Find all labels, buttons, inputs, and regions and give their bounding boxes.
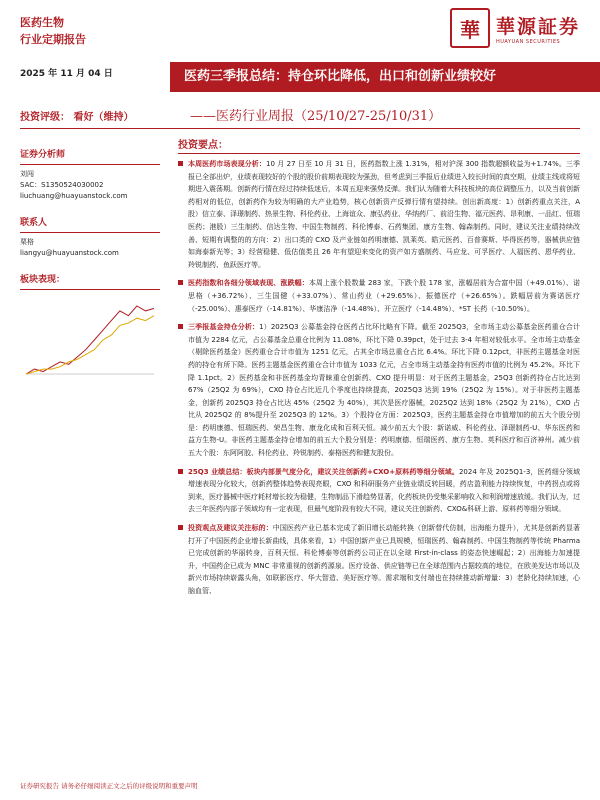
bullet-icon: [178, 161, 183, 166]
bullet-icon: [178, 324, 183, 329]
sector-performance-chart: [20, 300, 160, 380]
header-left: [20, 14, 86, 48]
brand-name: 華源証券: [495, 15, 580, 38]
para-body: 2024 年及 2025Q1-3，医药细分领域增速表现分化较大，创新药整体趋势表现亮眼，CXO 和科研服务产业链业绩反转回暖，药店盈利能力持续恢复，中药拐点或将到来，医疗器械中医疗耗材增长较为稳健，生物制品下滑趋势显著，化药板块仍受集采影响收入和利润增速放缓。我们认为，过去三年医药内部子领域均有一定表现，但最气度阶段有较大不同，建议关注创新药、CXO&科研上游、原料药等细分领域。: [188, 467, 580, 514]
analyst-sac: SAC：S1350524030002: [20, 181, 104, 189]
contact-name: 栗格: [20, 238, 34, 246]
bullet-icon: [178, 280, 183, 285]
bullet-icon: [178, 469, 183, 474]
para-lead: 三季报基金持仓分析：: [188, 323, 260, 332]
header-divider: [20, 128, 580, 129]
chart-svg: [20, 300, 160, 380]
sidebar: [20, 150, 160, 294]
paragraph-index: [178, 277, 580, 315]
seal-icon: 華: [450, 8, 490, 48]
main-content: [178, 136, 580, 604]
analyst-name: 刘闯: [20, 170, 34, 178]
para-lead: 25Q3 业绩总结：板块内部景气度分化，建议关注创新药+CXO+原料药等细分领域。: [188, 467, 459, 476]
main-heading: 投资要点：: [178, 136, 580, 154]
paragraph-market: [178, 158, 580, 271]
paragraph-earnings: [178, 466, 580, 516]
analyst-email: liuchuang@huayuanstock.com: [20, 192, 128, 200]
bullet-icon: [178, 525, 183, 530]
footer-disclaimer: 证券研究报告 请务必仔细阅读正文之后的评级说明和重要声明: [20, 782, 198, 790]
para-body: 10 月 27 日至 10 月 31 日，医药指数上涨 1.31%，相对沪深 300 指数超额收益为+1.74%。三季报已全部出炉，业绩表现较好的个股的股价前期表现较为强劲，但考虑到三季报后业绩进入较长时间的真空期，业绩主线或将短期进入震荡期。创新药行情在经过持续低迷后，本周五迎来强势反弹。我们认为随着大科技板块的高位调整压力，以及当前创新药相对的低位，创新药作为较为明确的大产业趋势，核心创新资产反弹行情有望持续。创出新高度：1）创新药重点关注，A 股）信立泰、泽璟制药、热景生物、科伦药业、上海谊众、康弘药业、华纳药厂、前沿生物、福元医药、昂利康、一品红、恒瑞医药；港股）三生制药、信达生物、中国生物制药、科伦博泰、石药集团、康方生物、翰森制药。同时，建议关注业绩持续改善、短期有调整的的方向：2）出口类的 CXO 及产业链如药明康德、凯莱英、皓元医药、百普赛斯、毕得医药等，器械供应链如海泰新光等；3）经营稳健、低估值类且 26 年有望迎来变化的资产如方盛制药、马应龙、可孚医疗、人福医药、恩华药业、羚锐制药、鱼跃医疗等。: [188, 160, 580, 269]
para-body: 本周上涨个股数量 283 家，下跌个股 178 家，涨幅居前为合富中国（+49.01%）、诺思格（+36.72%）、三生国健（+33.07%）、常山药业（+29.65%）、振德医疗（+26.65%）。跌幅居前为赛诺医疗（-25.00%）、惠泰医疗（-14.81%）、华康洁净（-14.48%）、开立医疗（-14.48%）、*ST 长药（-10.50%）。: [188, 279, 580, 313]
para-lead: 医药指数和各细分领域表现、涨跌幅：: [188, 279, 309, 288]
contact-email: liangyu@huayuanstock.com: [20, 249, 119, 257]
para-lead: 投资观点及建议关注标的：: [188, 524, 273, 533]
analyst-heading: 证券分析师: [20, 150, 160, 165]
chart-series-line-0: [26, 306, 154, 374]
category-label: 医药生物: [20, 16, 64, 29]
report-type-label: 行业定期报告: [20, 33, 86, 46]
report-date: 2025 年 11 月 04 日: [20, 69, 113, 79]
brand-sub: HUAYUAN SECURITIES: [495, 38, 561, 45]
brand-logo: [450, 8, 580, 48]
investment-rating: 投资评级： 看好（维持）: [20, 112, 134, 123]
contact-heading: 联系人: [20, 218, 160, 233]
paragraph-fund: [178, 321, 580, 460]
para-body: 中国医药产业已基本完成了新旧增长动能转换（创新替代仿制，出海能力提升），尤其是创新药显著打开了中国医药企业增长新曲线，具体来看，1）中国创新产业已具规模，恒瑞医药、翰森制药、中国生物制药等传统 Pharma 已完成创新的华丽转身，百利天恒、科伦博泰等创新药公司正在以全球 First-in-class 的姿态快速崛起；2）出海能力加速提升，中国药企已成为 MNC 非常重视的创新药源泉。医疗设备、供应链等已在全球范围内占据较高的地位，在欧美发达市场以及新兴市场持续崭露头角，如联影医疗、华大智造、美好医疗等。需求端和支付端也在持续推动新增量：3）老龄化持续加速，心脑血管、: [188, 524, 581, 595]
para-body: 1）2025Q3 公募基金持仓医药占比环比略有下降。截至 2025Q3，全市场主动公募基金医药重仓合计市值为 2284 亿元，占公募基金总重仓比例为 11.08%，环比下降 0.39pct，处于过去 3-4 年相对较低水平。全市场主动基金（剔除医药基金）医药重仓合计市值为 1251 亿元，占其全市场总重仓占比 6.4%。环比下降 0.12pct，非医药主题基金对医药的持仓有所下降。医药主题基金医药重仓合计市值为 1033 亿元，占全市场主动基金持有医药市值的比例为 45.2%。环比下降 1.1pct。2）医药基金和非医药基金均青睐重仓创新药、CXO 提升明显：对于医药主题基金，25Q3 创新药持仓占比达到 67%（25Q2 为 69%），CXO 持仓占比近几个季度也持续提高，2025Q3 达到 19%（25Q2 为 15%）。对于非医药主题基金，创新药 2025Q3 持仓占比达 45%（25Q2 为 40%），其次是医疗器械，2025Q2 达到 18%（25Q2 为 21%），CXO 占比从 2025Q2 的 8%提升至 2025Q3 的 12%。3）个股持仓方面：2025Q3，医药主题基金持仓市值增加的前五大个股分别是：药明康德、恒瑞医药、荣昌生物、康龙化成和百利天恒。减少前五大个股：新诺威、科伦药业、泽璟制药-U、华东医药和益方生物-U。非医药主题基金持仓增加的前五大个股分别是：药明康德、恒瑞医药、康方生物、英科医疗和百济神州。减少前五大个股：东阿阿胶、科伦药业、羚锐制药、泰格医药和健友股份。: [188, 323, 581, 458]
report-title: 医药三季报总结：持仓环比降低，出口和创新业绩较好: [170, 62, 600, 92]
report-subtitle: ——医药行业周报（25/10/27-25/10/31）: [190, 109, 442, 124]
para-lead: 本周医药市场表现分析：: [188, 160, 266, 168]
chart-heading: 板块表现：: [20, 275, 160, 290]
paragraph-outlook: [178, 522, 580, 598]
